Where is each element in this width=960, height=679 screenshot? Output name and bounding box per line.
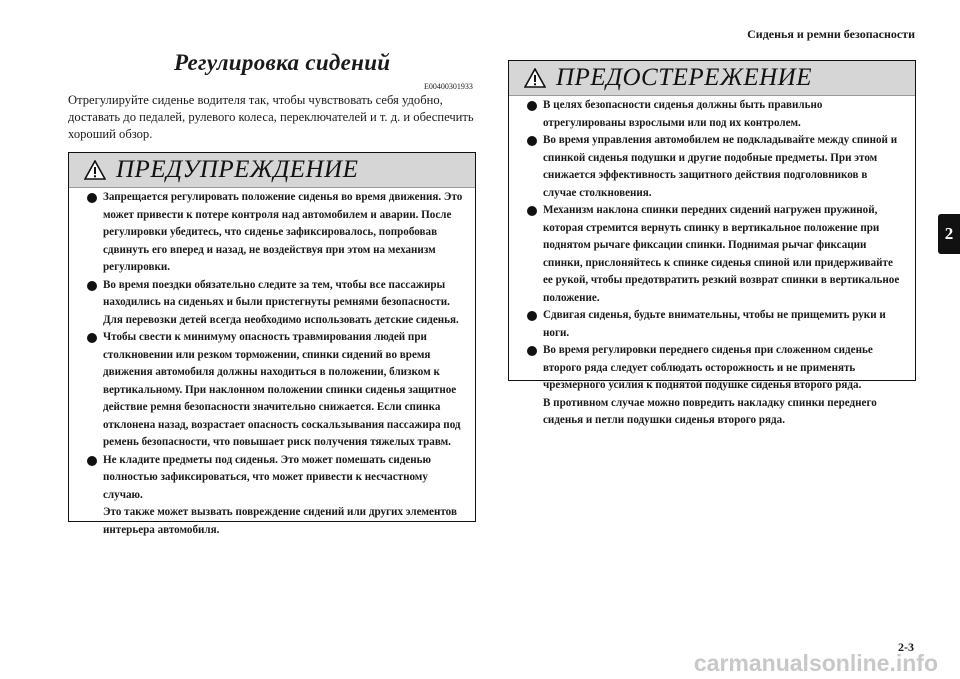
bullet-icon (527, 311, 537, 321)
warning-item (87, 277, 463, 330)
bullet-icon (527, 101, 537, 111)
warning-item (87, 329, 463, 452)
caution-item-text: Во время регулировки переднего сиденья при сложенном сиденье второго ряда следует соблюдать осторожность и не применять чрезмерного усилия к поднятой подушке сиденья второго ряда. (543, 344, 873, 391)
section-code: E00400301933 (424, 82, 473, 91)
warning-item-text: Запрещается регулировать положение сиденья во время движения. Это может привести к потере контроля над автомобилем и аварии. После регулировки убедитесь, что сиденье зафиксировалось, попробовав сдвинуть его вперед и назад, не воздействуя при этом на механизм регулировки. (103, 191, 463, 273)
warning-item-text: Не кладите предметы под сиденья. Это может помешать сиденью полностью зафиксироваться, что может привести к несчастному случаю. (103, 453, 432, 501)
caution-item-text: В целях безопасности сиденья должны быть правильно отрегулированы взрослыми или под их контролем. (543, 99, 823, 129)
caution-item-text: Сдвигая сиденья, будьте внимательны, чтобы не прищемить руки и ноги. (543, 309, 886, 339)
bullet-icon (87, 333, 97, 343)
caution-item-text: В противном случае можно повредить накладку спинки переднего сиденья и петли подушки сиденья второго ряда. (543, 396, 877, 426)
caution-list (509, 96, 915, 430)
warning-box-header (69, 153, 475, 188)
caution-item-text: Механизм наклона спинки передних сидений нагружен пружиной, которая стремится вернуть спинку в вертикальное положение при поднятом рычаге фиксации спинки. Поднимая рычаг фиксации спинки, прислоняйтесь к спинке сиденья спиной или придерживайте ее рукой, чтобы предотвратить резкий возврат спинки в вертикальное положение. (543, 204, 900, 304)
warning-list (69, 188, 475, 539)
warning-item-text: Чтобы свести к минимуму опасность травмирования людей при столкновении или резком торможении, спинки сидений во время движения автомобиля должны находиться в положении, близком к вертикальному. При наклонном положении спинки сиденья защитное действие ремня безопасности значительно снижается. Если спинка отклонена назад, возрастает опасность соскальзывания пассажира под ремень безопасности, что повышает риск получения тяжелых травм. (103, 331, 461, 448)
caution-item-text: Во время управления автомобилем не подкладывайте между спиной и спинкой сиденья подушки и другие подобные предметы. При этом снижается эффективность защитного действия подголовников в случае столкновения. (543, 134, 898, 199)
section-title: Регулировка сидений (174, 50, 391, 75)
warning-triangle-icon (84, 160, 106, 180)
warning-item-text: Это также может вызвать повреждение сидений или других элементов интерьера автомобиля. (103, 506, 457, 536)
page-number: 2-3 (898, 640, 914, 654)
caution-item (527, 202, 903, 307)
bullet-icon (527, 136, 537, 146)
bullet-icon (87, 193, 97, 203)
running-header: Сиденья и ремни безопасности (747, 27, 915, 41)
caution-box-header (509, 61, 915, 96)
caution-item (527, 97, 903, 132)
caution-item (527, 307, 903, 342)
warning-box-title: ПРЕДУПРЕЖДЕНИЕ (116, 156, 359, 183)
bullet-icon (527, 206, 537, 216)
caution-box-title: ПРЕДОСТЕРЕЖЕНИЕ (556, 64, 812, 91)
chapter-tab: 2 (938, 214, 960, 254)
bullet-icon (527, 346, 537, 356)
caution-item (527, 132, 903, 202)
bullet-icon (87, 456, 97, 466)
warning-triangle-icon (524, 68, 546, 88)
watermark: carmanualsonline.info (693, 650, 938, 676)
warning-item (87, 452, 463, 540)
warning-box (68, 152, 476, 536)
caution-box (508, 60, 916, 426)
warning-item (87, 189, 463, 277)
intro-paragraph: Отрегулируйте сиденье водителя так, чтобы чувствовать себя удобно, доставать до педалей, рулевого колеса, переключателей и т. д. и обеспечить хороший обзор. (68, 93, 474, 141)
warning-item-text: Во время поездки обязательно следите за тем, чтобы все пассажиры находились на сиденьях и были пристегнуты ремнями безопасности. Для перевозки детей всегда необходимо использовать детские сиденья. (103, 278, 459, 326)
bullet-icon (87, 281, 97, 291)
caution-item (527, 342, 903, 430)
